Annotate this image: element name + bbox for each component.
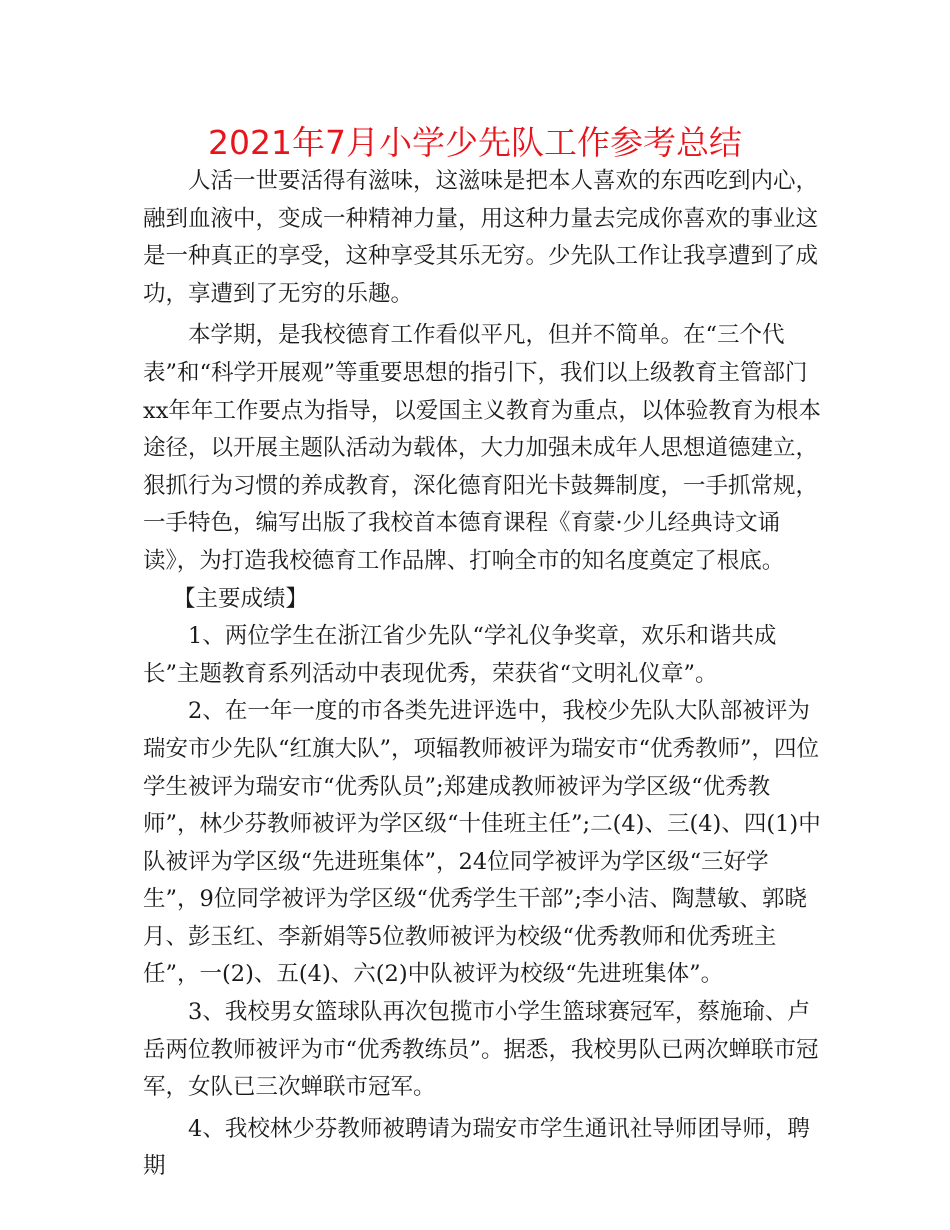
section-heading: 【主要成绩】 [173, 585, 309, 612]
list-item: 2、在一年一度的市各类先进评选中，我校少先队大队部被评为瑞安市少先队“红旗大队”，项辐教师被评为瑞安市“优秀教师”，四位学生被评为瑞安市“优秀队员”;郑建成教师被评为学区级“优秀教师”，林少芬教师被评为学区级“十佳班主任”;二(4)、三(4)、四(1)中队被评为学区级“先进班集体”，24位同学被评为学区级“三好学生”，9位同学被评为学区级“优秀学生干部”;李小洁、陶慧敏、郭晓月、彭玉红、李新娟等5位教师被评为校级“优秀教师和优秀班主任”，一(2)、五(4)、六(2)中队被评为校级“先进班集体”。 [143, 698, 821, 988]
paragraph-intro: 人活一世要活得有滋味，这滋味是把本人喜欢的东西吃到内心，融到血液中，变成一种精神力量，用这种力量去完成你喜欢的事业这是一种真正的享受，这种享受其乐无穷。少先队工作让我享遭到了成功，享遭到了无穷的乐趣。 [143, 168, 819, 307]
list-item: 3、我校男女篮球队再次包揽市小学生篮球赛冠军，蔡施瑜、卢岳两位教师被评为市“优秀教练员”。据悉，我校男队已两次蝉联市冠军，女队已三次蝉联市冠军。 [143, 999, 819, 1101]
document-title: 2021年7月小学少先队工作参考总结 [208, 123, 742, 162]
list-item: 1、两位学生在浙江省少先队“学礼仪争奖章，欢乐和谐共成长”主题教育系列活动中表现优秀，荣获省“文明礼仪章”。 [143, 623, 777, 687]
document-body [143, 163, 823, 1186]
list-item: 4、我校林少芬教师被聘请为瑞安市学生通讯社导师团导师，聘期 [143, 1115, 810, 1180]
paragraph-semester: 本学期，是我校德育工作看似平凡，但并不简单。在“三个代表”和“科学开展观”等重要思想的指引下，我们以上级教育主管部门xx年年工作要点为指导，以爱国主义教育为重点，以体验教育为根本途径，以开展主题队活动为载体，大力加强未成年人思想道德建立，狠抓行为习惯的养成教育，深化德育阳光卡鼓舞制度，一手抓常规，一手特色，编写出版了我校首本德育课程《育蒙·少儿经典诗文诵读》，为打造我校德育工作品牌、打响全市的知名度奠定了根底。 [143, 322, 821, 574]
